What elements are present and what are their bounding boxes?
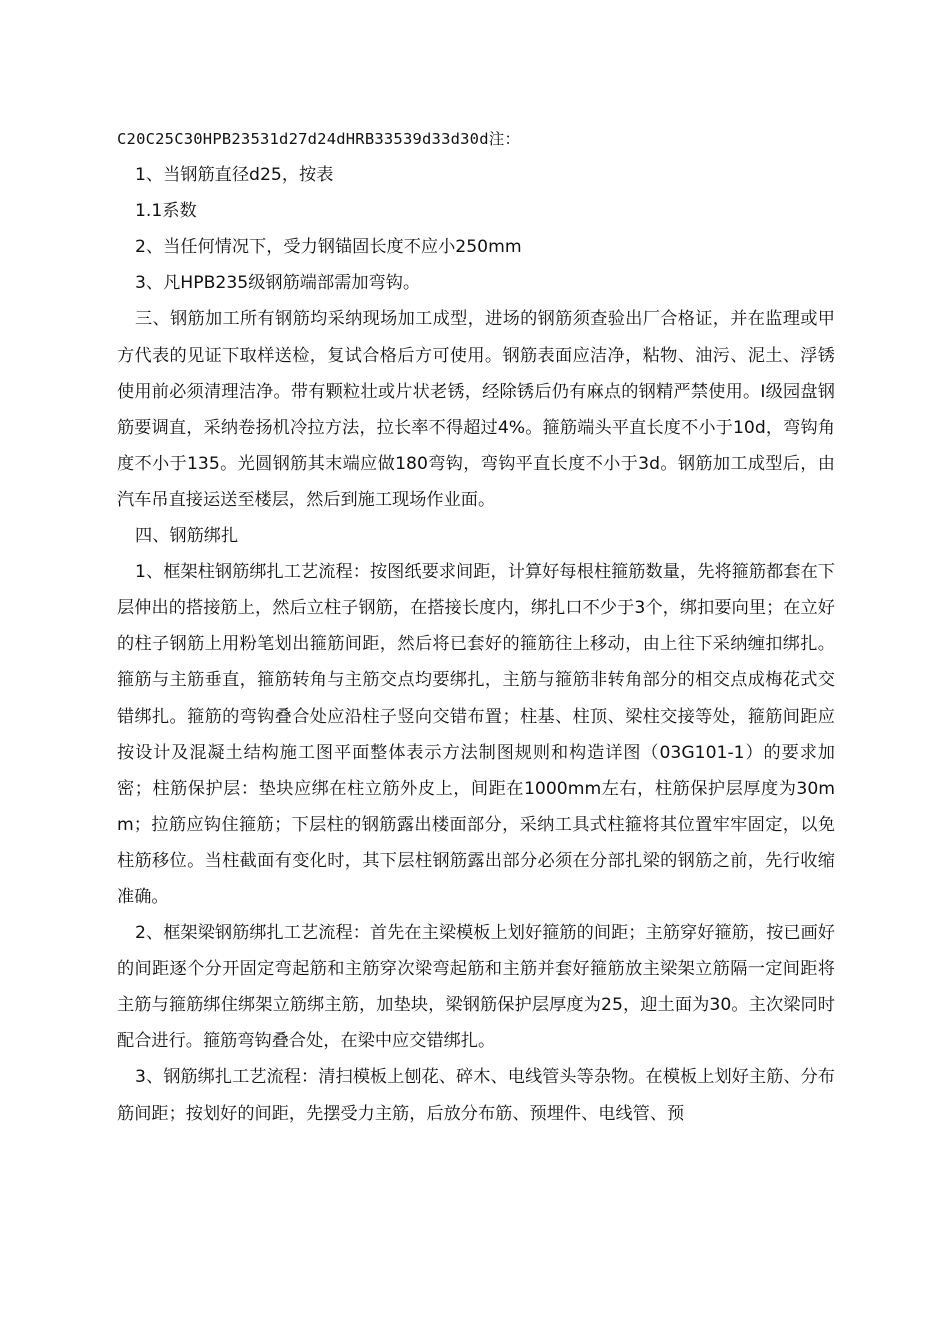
grade-table-text: C20C25C30HPB23531d27d24dHRB33539d33d30d注： — [117, 130, 521, 148]
binding-slab: 3、钢筋绑扎工艺流程：清扫模板上刨花、碎木、电线管头等杂物。在模板上划好主筋、分布筋间距；按划好的间距，先摆受力主筋，后放分布筋、预埋件、电线管、预 — [117, 1067, 835, 1124]
section-rebar-processing: 三、钢筋加工所有钢筋均采纳现场加工成型，进场的钢筋须查验出厂合格证，并在监理或甲方代表的见证下取样送检，复试合格后方可使用。钢筋表面应洁净，粘物、油污、泥土、浮锈使用前必须清理洁净。带有颗粒壮或片状老锈，经除锈后仍有麻点的钢精严禁使用。Ⅰ级园盘钢筋要调直，采纳卷扬机冷拉方法，拉长率不得超过4%。箍筋端头平直长度不小于10d，弯钩角度不小于135。光圆钢筋其末端应做180弯钩，弯钩平直长度不小于3d。钢筋加工成型后，由汽车吊直接运送至楼层，然后到施工现场作业面。 — [117, 309, 835, 510]
note-item-2: 2、当任何情况下，受力钢锚固长度不应小250mm — [135, 237, 522, 258]
note-item-1: 1、当钢筋直径d25，按表 — [135, 165, 334, 186]
binding-frame-beam: 2、框架梁钢筋绑扎工艺流程：首先在主梁模板上划好箍筋的间距；主筋穿好箍筋，按已画好的间距逐个分开固定弯起筋和主筋穿次梁弯起筋和主筋并套好箍筋放主梁架立筋隔一定间距将主筋与箍筋绑住绑架立筋绑主筋，加垫块，梁钢筋保护层厚度为25，迎土面为30。主次梁同时配合进行。箍筋弯钩叠合处，在梁中应交错绑扎。 — [117, 923, 835, 1052]
note-item-1-coefficient: 1.1系数 — [135, 201, 197, 222]
binding-frame-column: 1、框架柱钢筋绑扎工艺流程：按图纸要求间距，计算好每根柱箍筋数量，先将箍筋都套在下层伸出的搭接筋上，然后立柱子钢筋，在搭接长度内，绑扎口不少于3个，绑扣要向里；在立好的柱子钢筋上用粉笔划出箍筋间距，然后将已套好的箍筋往上移动，由上往下采纳缠扣绑扎。箍筋与主筋垂直，箍筋转角与主筋交点均要绑扎，主筋与箍筋非转角部分的相交点成梅花式交错绑扎。箍筋的弯钩叠合处应沿柱子竖向交错布置；柱基、柱顶、梁柱交接等处，箍筋间距应按设计及混凝土结构施工图平面整体表示方法制图规则和构造详图（03G101-1）的要求加密；柱筋保护层：垫块应绑在柱立筋外皮上，间距在1000mm左右，柱筋保护层厚度为30mm；拉筋应钩住箍筋；下层柱的钢筋露出楼面部分，采纳工具式柱箍将其位置牢牢固定，以免柱筋移位。当柱截面有变化时，其下层柱钢筋露出部分必须在分部扎梁的钢筋之前，先行收缩准确。 — [117, 562, 835, 907]
note-item-3: 3、凡HPB235级钢筋端部需加弯钩。 — [135, 273, 421, 294]
section-heading-rebar-binding: 四、钢筋绑扎 — [135, 526, 239, 547]
